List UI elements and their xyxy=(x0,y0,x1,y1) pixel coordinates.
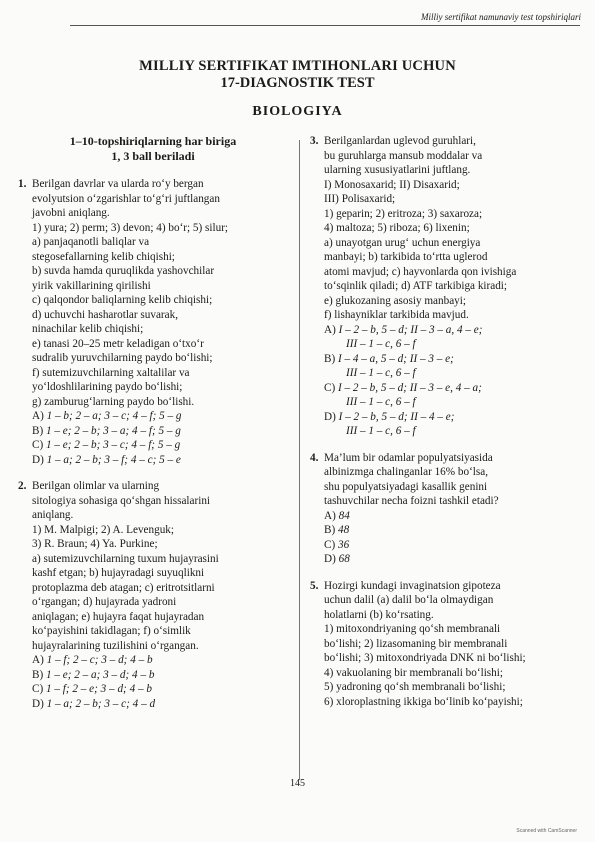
option-letter: A) xyxy=(324,509,336,522)
question-text-line: bu guruhlarga mansub moddalar va xyxy=(324,149,483,162)
question-text-line: a) sutemizuvchilarning tuxum hujayrasini xyxy=(32,552,219,565)
option-text: 84 xyxy=(338,509,350,522)
question-text-line: g) zamburug‘larning paydo bo‘lishi. xyxy=(32,395,195,408)
question-text-line: 1) yura; 2) perm; 3) devon; 4) bo‘r; 5) silur; xyxy=(32,221,229,234)
answer-option[interactable] xyxy=(18,653,288,668)
question-text-line: III) Polisaxarid; xyxy=(324,193,396,205)
option-letter: B) xyxy=(324,524,336,536)
question-text-line: uchun dalil (a) dalil bo‘la olmaydigan xyxy=(324,594,494,606)
title-line-2: 17-DIAGNOSTIK TEST xyxy=(220,75,375,91)
question-text-line: javobni aniqlang. xyxy=(32,207,110,219)
answer-option[interactable] xyxy=(310,538,582,553)
question-text-line: yo‘ldoshlilarining paydo bo‘lishi; xyxy=(32,381,183,393)
question-text-line: sitologiya sohasiga qo‘shgan hissalarini xyxy=(32,494,211,507)
question-text-line: 1) M. Malpigi; 2) A. Levenguk; xyxy=(32,523,175,536)
question-text-line: d) uchuvchi hasharotlar suvarak, xyxy=(32,308,179,321)
question-text-line: shu populyatsiyadagi kasallik genini xyxy=(324,480,488,493)
answer-option[interactable] xyxy=(310,509,582,524)
page-number: 145 xyxy=(290,778,305,789)
answer-option[interactable] xyxy=(310,552,582,567)
question-text-line: aniqlang. xyxy=(32,509,74,521)
question-text-line: tashuvchilar necha foizni tashkil etadi? xyxy=(324,495,499,507)
question-text-line: 5) yadroning qo‘sh membranali bo‘lishi; xyxy=(324,681,506,693)
question-text-line: 6) xloroplastning ikkiga bo‘linib ko‘payishi; xyxy=(324,695,523,708)
answer-option[interactable] xyxy=(18,453,288,468)
option-letter: D) xyxy=(32,453,44,466)
answer-option[interactable] xyxy=(310,323,582,338)
question-text-line: stegosefallarning kelib chiqishi; xyxy=(32,250,175,263)
answer-option[interactable] xyxy=(18,409,288,424)
subject-title: BIOLOGIYA xyxy=(252,104,343,119)
question-text-line: Berilgan olimlar va ularning xyxy=(32,480,160,492)
question-text-line: Berilganlardan uglevod guruhlari, xyxy=(324,135,476,147)
question-text-line: albinizmga chalinganlar 16% bo‘lsa, xyxy=(324,466,489,478)
option-text: I – 2 – b, 5 – d; II – 3 – e, 4 – a; xyxy=(337,381,482,394)
column-divider xyxy=(299,140,300,780)
option-text: 68 xyxy=(338,553,350,565)
scanner-watermark: Scanned with CamScanner xyxy=(516,828,577,834)
option-text: 1 – e; 2 – a; 3 – d; 4 – b xyxy=(45,668,155,681)
option-text: 1 – f; 2 – c; 3 – d; 4 – b xyxy=(46,654,153,666)
question-number: 1. xyxy=(18,178,27,190)
option-text: I – 2 – b, 5 – d; II – 4 – e; xyxy=(338,410,455,423)
option-letter: B) xyxy=(324,352,336,365)
question-text-line: bo‘lishi; 3) mitoxondriyada DNK ni bo‘lishi; xyxy=(324,652,526,664)
right-column xyxy=(310,134,582,721)
question-3 xyxy=(310,134,582,439)
question-number: 5. xyxy=(310,579,319,592)
left-column xyxy=(18,134,288,723)
title-line-1: MILLIY SERTIFIKAT IMTIHONLARI UCHUN xyxy=(139,58,456,74)
option-letter: C) xyxy=(324,538,336,551)
question-text-line: 4) vakuolaning bir membranali bo‘lishi; xyxy=(324,666,503,679)
option-text: 1 – a; 2 – b; 3 – f; 4 – c; 5 – e xyxy=(46,453,181,466)
question-text-line: c) qalqondor baliqlarning kelib chiqishi; xyxy=(32,294,213,306)
question-text-line: Ma’lum bir odamlar populyatsiyasida xyxy=(324,451,493,464)
question-text-line: f) sutemizuvchilarning xaltalilar va xyxy=(32,366,190,379)
question-text-line: a) panjaqanotli baliqlar va xyxy=(32,236,150,248)
header-rule xyxy=(70,25,580,26)
question-text-line: e) tanasi 20–25 metr keladigan o‘txo‘r xyxy=(32,337,204,350)
answer-option[interactable] xyxy=(18,438,288,453)
question-text-line: hujayralarining tuzilishini o‘rgangan. xyxy=(32,639,199,652)
question-number: 4. xyxy=(310,451,319,464)
answer-option[interactable] xyxy=(18,697,288,712)
question-text-line: aniqlagan; e) hujayra faqat hujayradan xyxy=(32,610,205,623)
section-heading: 1–10-topshiriqlarning har biriga 1, 3 ball beriladi xyxy=(69,134,237,163)
option-letter: D) xyxy=(324,410,336,423)
question-text-line: protoplazma deb atagan; c) eritrotsitlarni xyxy=(32,581,215,594)
option-text-continued: III – 1 – c, 6 – f xyxy=(346,396,416,408)
option-text: 1 – a; 2 – b; 3 – c; 4 – d xyxy=(46,697,156,710)
option-text-continued: III – 1 – c, 6 – f xyxy=(346,425,416,437)
question-text-line: Hozirgi kundagi invaginatsion gipoteza xyxy=(324,579,501,592)
question-5 xyxy=(310,579,582,710)
option-text: 1 – e; 2 – b; 3 – c; 4 – f; 5 – g xyxy=(45,439,181,451)
option-letter: A) xyxy=(32,410,44,422)
question-text-line: e) glukozaning asosiy manbayi; xyxy=(324,294,466,307)
question-text-line: o‘rgangan; d) hujayrada yadroni xyxy=(32,596,177,608)
question-4 xyxy=(310,451,582,567)
answer-option[interactable] xyxy=(310,523,582,538)
question-text-line: evolyutsion o‘zgarishlar to‘g‘ri juftlangan xyxy=(32,192,220,205)
question-text-line: bo‘lishi; 2) lizasomaning bir membranali xyxy=(324,637,508,650)
question-text-line: manbayi; b) tarkibida to‘rtta uglerod xyxy=(324,251,488,263)
answer-option[interactable] xyxy=(310,352,582,367)
question-text-line: I) Monosaxarid; II) Disaxarid; xyxy=(324,178,460,191)
option-text: I – 2 – b, 5 – d; II – 3 – a, 4 – e; xyxy=(338,323,483,336)
question-number: 3. xyxy=(310,135,319,147)
option-letter: C) xyxy=(324,381,336,394)
question-text-line: 1) geparin; 2) eritroza; 3) saxaroza; xyxy=(324,207,483,220)
question-number: 2. xyxy=(18,480,27,492)
question-1 xyxy=(18,177,288,467)
option-letter: B) xyxy=(32,424,44,437)
question-2 xyxy=(18,479,288,711)
option-text: 1 – f; 2 – e; 3 – d; 4 – b xyxy=(45,683,152,695)
option-letter: D) xyxy=(324,553,336,565)
question-text-line: ularning xususiyatlarini juftlang. xyxy=(324,164,471,176)
question-text-line: atomi mavjud; c) hayvonlarda qon ivishiga xyxy=(324,265,517,278)
question-text-line: to‘sqinlik qiladi; d) ATF tarkibiga kiradi; xyxy=(324,280,508,292)
running-header: Milliy sertifikat namunaviy test topshiriqlari xyxy=(421,12,581,22)
question-text-line: holatlarni (b) ko‘rsating. xyxy=(324,608,434,621)
question-text-line: sudralib yuruvchilarning paydo bo‘lishi; xyxy=(32,352,213,364)
option-letter: B) xyxy=(32,668,44,681)
question-text-line: Berilgan davrlar va ularda ro‘y bergan xyxy=(32,178,204,190)
question-text-line: b) suvda hamda quruqlikda yashovchilar xyxy=(32,265,215,277)
answer-option[interactable] xyxy=(18,682,288,697)
question-text-line: yirik vakillarining qirilishi xyxy=(32,279,151,292)
option-text-continued: III – 1 – c, 6 – f xyxy=(346,367,416,379)
question-text-line: a) unayotgan urug‘ uchun energiya xyxy=(324,236,481,249)
option-text: 48 xyxy=(337,524,350,536)
option-letter: D) xyxy=(32,697,44,710)
question-text-line: 4) maltoza; 5) riboza; 6) lixenin; xyxy=(324,222,470,234)
option-text: 36 xyxy=(337,538,350,551)
option-letter: C) xyxy=(32,683,44,695)
option-text-continued: III – 1 – c, 6 – f xyxy=(346,338,416,350)
question-text-line: ninachilar kelib chiqishi; xyxy=(32,323,144,335)
option-text: I – 4 – a, 5 – d; II – 3 – e; xyxy=(337,352,454,365)
question-text-line: f) lishayniklar tarkibida mavjud. xyxy=(324,309,469,321)
option-letter: C) xyxy=(32,439,44,451)
question-text-line: 3) R. Braun; 4) Ya. Purkine; xyxy=(32,538,158,550)
question-text-line: kashf etgan; b) hujayradagi suyuqlikni xyxy=(32,567,205,579)
option-letter: A) xyxy=(32,654,44,666)
answer-option[interactable] xyxy=(18,668,288,683)
question-text-line: 1) mitoxondriyaning qo‘sh membranali xyxy=(324,623,501,635)
option-text: 1 – e; 2 – b; 3 – a; 4 – f; 5 – g xyxy=(45,424,181,437)
answer-option[interactable] xyxy=(310,381,582,396)
question-text-line: ko‘payishini takidlagan; f) o‘simlik xyxy=(32,625,191,637)
answer-option[interactable] xyxy=(18,424,288,439)
answer-option[interactable] xyxy=(310,410,582,425)
option-letter: A) xyxy=(324,323,336,336)
option-text: 1 – b; 2 – a; 3 – c; 4 – f; 5 – g xyxy=(46,410,182,422)
